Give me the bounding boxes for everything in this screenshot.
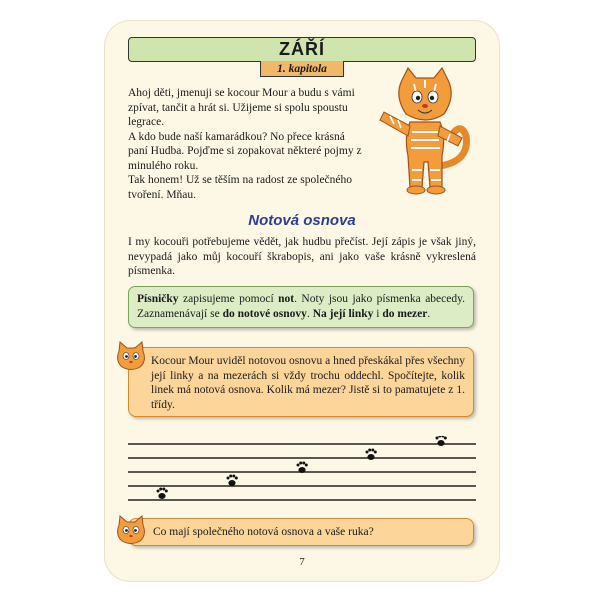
music-staff <box>128 436 476 506</box>
info-text: . <box>427 307 431 320</box>
info-text: i <box>373 307 383 320</box>
intro-paragraph: Tak honem! Už se těším na radost ze společného tvoření. Mňau. <box>128 174 353 201</box>
intro-paragraph: Ahoj děti, jmenuji se kocour Mour a budu s vámi zpívat, tančit a hrát si. Užijeme si spolu spoustu legrace. <box>128 87 355 128</box>
month-title-bar <box>128 37 476 62</box>
question-box <box>128 518 474 546</box>
cat-face-icon <box>114 341 148 371</box>
cat-face-icon <box>114 515 148 545</box>
body-paragraph: I my kocouři potřebujeme vědět, jak hudbu přečíst. Její zápis je však jiný, nevypadá jako můj kocouří škrabopis, ani jako vaše krásně vykreslená písmenka. <box>128 236 476 277</box>
info-box <box>128 286 474 328</box>
info-text: . <box>306 307 313 320</box>
cat-character-icon <box>370 66 480 202</box>
paw-print-icon <box>227 475 238 487</box>
paw-prints <box>157 436 447 499</box>
info-text: zapisujeme pomocí <box>178 293 279 305</box>
info-text-bold: Písničky <box>137 293 179 305</box>
question-text: Co mají společného notová osnova a vaše ruka? <box>153 526 374 538</box>
task-text: Kocour Mour uviděl notovou osnovu a hned přeskákal přes všechny její linky a na mezerách si vždy trochu oddechl. Spočítejte, kolik linek má notová osnova. Kolik má mezer? Jistě si to pamatujete z 1. třídy. <box>151 355 465 411</box>
month-title: ZÁŘÍ <box>279 39 325 59</box>
chapter-tab <box>260 61 344 77</box>
page-number: 7 <box>299 556 305 568</box>
info-text: . Noty jsou jako písmenka abecedy. Zaznamenávají se <box>137 293 465 320</box>
section-heading: Notová osnova <box>248 212 356 229</box>
info-text-bold: not <box>278 293 295 305</box>
task-box <box>128 347 474 417</box>
intro-paragraph: A kdo bude naší kamarádkou? No přece krásná paní Hudba. Pojďme si zopakovat některé pojmy z minulého roku. <box>128 130 362 172</box>
info-text-bold: do notové osnovy <box>222 307 307 320</box>
intro-text <box>128 86 364 202</box>
info-text-bold: Na její linky <box>312 307 374 320</box>
paw-print-icon <box>157 488 168 500</box>
info-text-bold: do mezer <box>382 307 428 320</box>
chapter-label: 1. kapitola <box>277 62 327 75</box>
